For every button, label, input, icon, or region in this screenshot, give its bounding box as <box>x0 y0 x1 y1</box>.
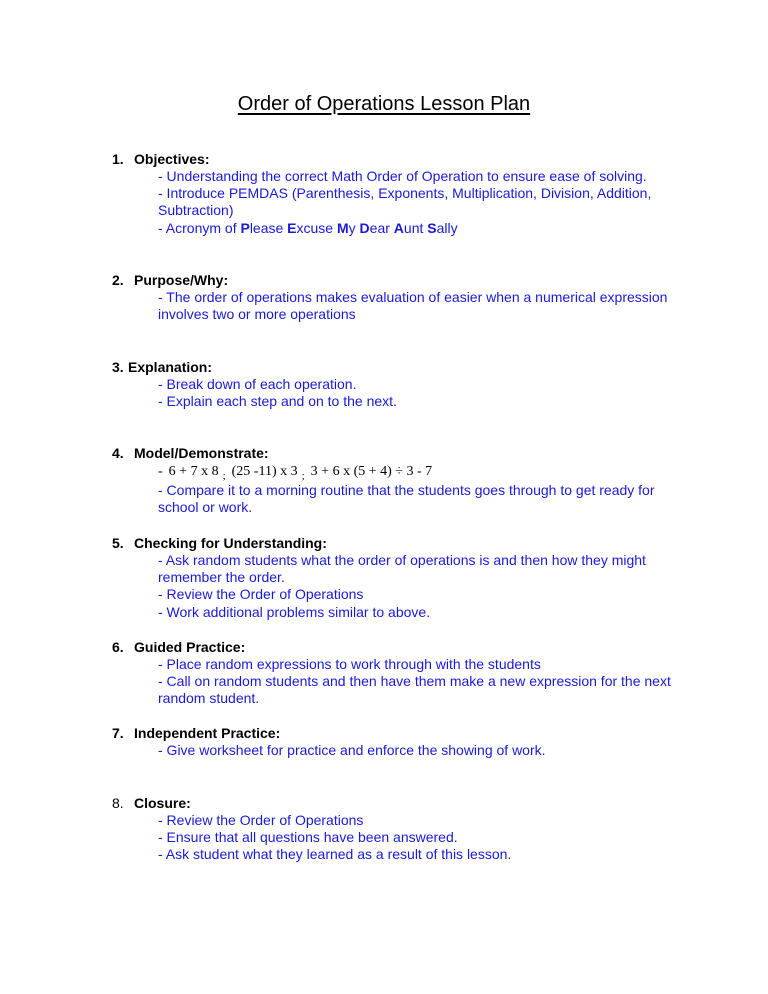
item-list <box>112 812 672 864</box>
math-expression: (25 -11) x 3 <box>231 464 298 479</box>
list-item: - Explain each step and on to the next. <box>158 393 397 410</box>
list-item: - Call on random students and then have them make a new expression for the next random student. <box>158 673 671 707</box>
list-item: - Work additional problems similar to above. <box>158 603 431 620</box>
section-title: Objectives: <box>134 151 210 167</box>
item-list <box>112 656 672 708</box>
section-number: 7. <box>112 725 124 741</box>
section-heading <box>112 359 672 376</box>
section-number: 4. <box>112 445 124 461</box>
acronym-rest: xcuse <box>296 219 334 236</box>
item-list <box>112 552 672 621</box>
list-item: - Understanding the correct Math Order of Operation to ensure ease of solving. <box>158 168 647 184</box>
section-number: 1. <box>112 151 124 167</box>
acronym-rest: ally <box>436 219 458 236</box>
math-examples <box>158 462 672 482</box>
section-number: 2. <box>112 272 124 288</box>
list-item: - Give worksheet for practice and enforce the showing of work. <box>158 742 546 758</box>
section-number: 5. <box>112 535 124 551</box>
section-model-demonstrate <box>112 445 672 516</box>
section-explanation <box>112 359 672 410</box>
section-independent-practice <box>112 725 672 759</box>
list-item: - Review the Order of Operations <box>158 812 364 828</box>
item-list <box>112 168 672 237</box>
section-title: Model/Demonstrate: <box>134 445 269 461</box>
math-separator: ; <box>222 470 226 482</box>
acronym-initial: E <box>287 219 297 236</box>
section-checking-understanding <box>112 535 672 621</box>
list-item: - Introduce PEMDAS (Parenthesis, Exponents, Multiplication, Division, Addition, Subtraction) <box>158 185 652 219</box>
acronym-initial: A <box>393 219 404 236</box>
math-expression: 6 + 7 x 8 <box>168 464 219 479</box>
list-item: - Ask student what they learned as a result of this lesson. <box>158 846 512 863</box>
acronym-rest: lease <box>249 219 284 236</box>
item-list <box>112 289 672 323</box>
section-heading <box>112 725 672 742</box>
list-item: - Break down of each operation. <box>158 376 357 392</box>
acronym-initial: D <box>359 219 370 236</box>
section-guided-practice <box>112 639 672 708</box>
section-number: 6. <box>112 639 124 655</box>
list-item: - The order of operations makes evaluation of easier when a numerical expression involves two or more operations <box>158 289 668 323</box>
list-item: - Ask random students what the order of operations is and then how they might remember the order. <box>158 552 646 586</box>
math-separator: ; <box>301 470 305 482</box>
section-heading <box>112 535 672 552</box>
section-title: Explanation: <box>128 359 213 375</box>
math-dash: - <box>158 464 163 479</box>
section-title: Closure: <box>134 795 191 811</box>
section-heading <box>112 151 672 168</box>
list-item: - Place random expressions to work through with the students <box>158 656 541 672</box>
item-list <box>112 742 672 759</box>
page-title: Order of Operations Lesson Plan <box>237 93 531 115</box>
section-purpose <box>112 272 672 323</box>
acronym-initial: M <box>336 219 349 236</box>
list-item: - Ensure that all questions have been answered. <box>158 829 458 846</box>
list-item: - Compare it to a morning routine that the students goes through to get ready for school or work. <box>158 482 655 516</box>
acronym-prefix: - Acronym of <box>158 219 241 236</box>
section-objectives <box>112 151 672 237</box>
section-title: Guided Practice: <box>134 639 246 655</box>
section-closure <box>112 795 672 864</box>
acronym-rest: ear <box>369 219 390 236</box>
acronym-initial: S <box>427 219 437 236</box>
list-item: - Review the Order of Operations <box>158 586 364 603</box>
section-heading <box>112 639 672 656</box>
item-list <box>112 462 672 516</box>
section-title: Checking for Understanding: <box>134 535 327 551</box>
section-heading <box>112 795 672 812</box>
item-list <box>112 376 672 410</box>
section-number: 8. <box>112 795 124 811</box>
acronym-rest: unt <box>403 219 424 236</box>
acronym-rest: y <box>348 219 356 236</box>
section-title: Independent Practice: <box>134 725 281 741</box>
section-heading <box>112 272 672 289</box>
acronym-initial: P <box>240 219 250 236</box>
section-title: Purpose/Why: <box>134 272 229 288</box>
section-heading <box>112 445 672 462</box>
math-expression: 3 + 6 x (5 + 4) ÷ 3 - 7 <box>310 464 433 479</box>
section-number: 3. <box>112 359 124 375</box>
acronym-item <box>158 220 672 237</box>
